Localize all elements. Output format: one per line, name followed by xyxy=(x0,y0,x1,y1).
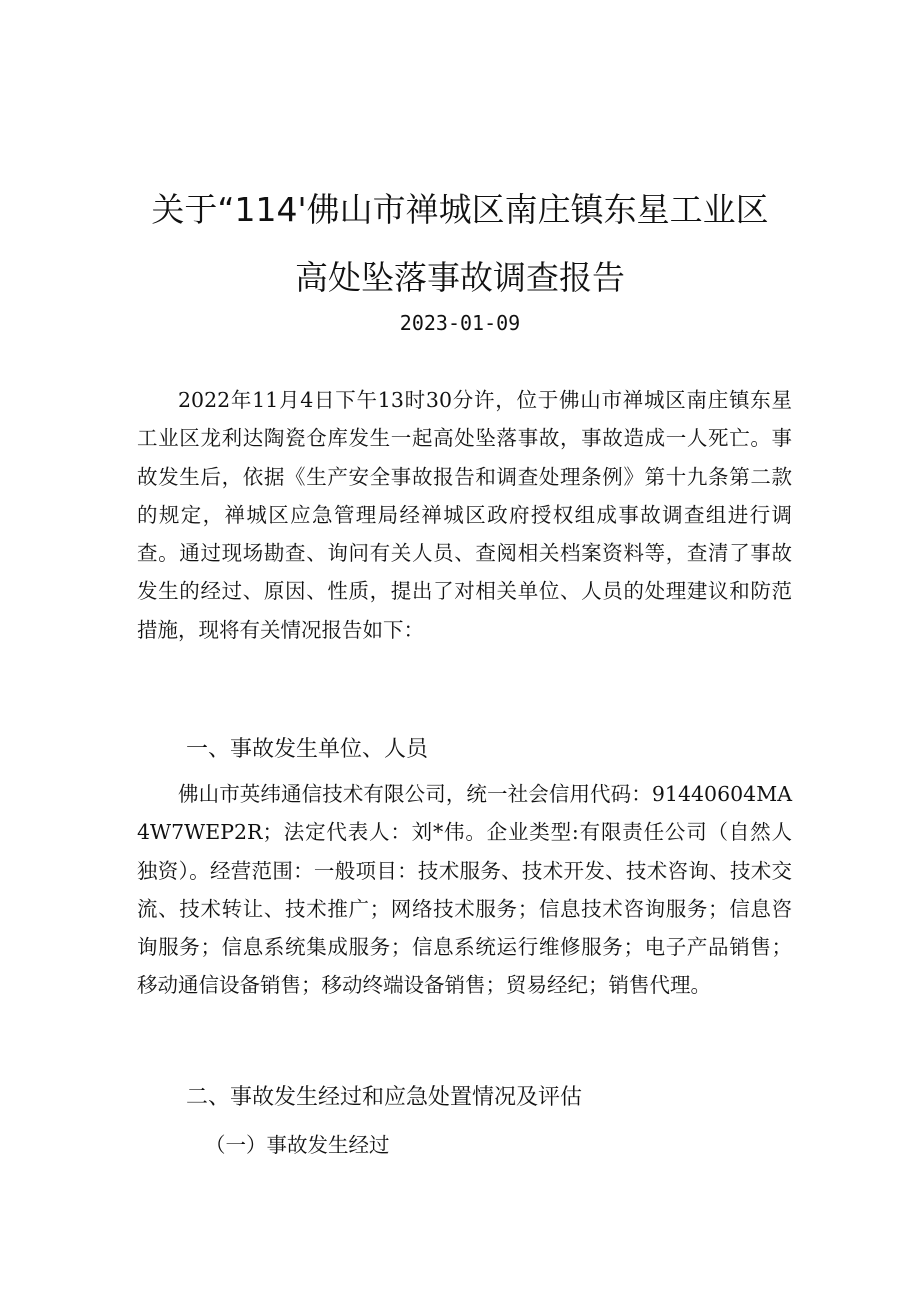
section-1-heading: 一、事故发生单位、人员 xyxy=(186,737,429,762)
section-1-paragraph: 佛山市英纬通信技术有限公司，统一社会信用代码：91440604MA4W7WEP2R；法定代表人：刘*伟。企业类型:有限责任公司（自然人独资）。经营范围：一般项目：技术服务、技术开发、技术咨询、技术交流、技术转让、技术推广；网络技术服务；信息技术咨询服务；信息咨询服务；信息系统集成服务；信息系统运行维修服务；电子产品销售；移动通信设备销售；移动终端设备销售；贸易经纪；销售代理。 xyxy=(137,782,792,998)
section-2-subheading: （一）事故发生经过 xyxy=(205,1133,390,1157)
report-title-line-2: 高处坠落事故调查报告 xyxy=(295,258,625,297)
intro-paragraph: 2022年11月4日下午13时30分许，位于佛山市禅城区南庄镇东星工业区龙利达陶瓷仓库发生一起高处坠落事故，事故造成一人死亡。事故发生后，依据《生产安全事故报告和调查处理条例》第十九条第二款的规定，禅城区应急管理局经禅城区政府授权组成事故调查组进行调查。通过现场勘查、询问有关人员、查阅相关档案资料等，查清了事故发生的经过、原因、性质，提出了对相关单位、人员的处理建议和防范措施，现将有关情况报告如下： xyxy=(137,388,792,642)
report-date: 2023-01-09 xyxy=(399,311,521,335)
section-2-heading: 二、事故发生经过和应急处置情况及评估 xyxy=(186,1085,583,1110)
report-title-line-1: 关于“114'佛山市禅城区南庄镇东星工业区 xyxy=(151,190,769,229)
